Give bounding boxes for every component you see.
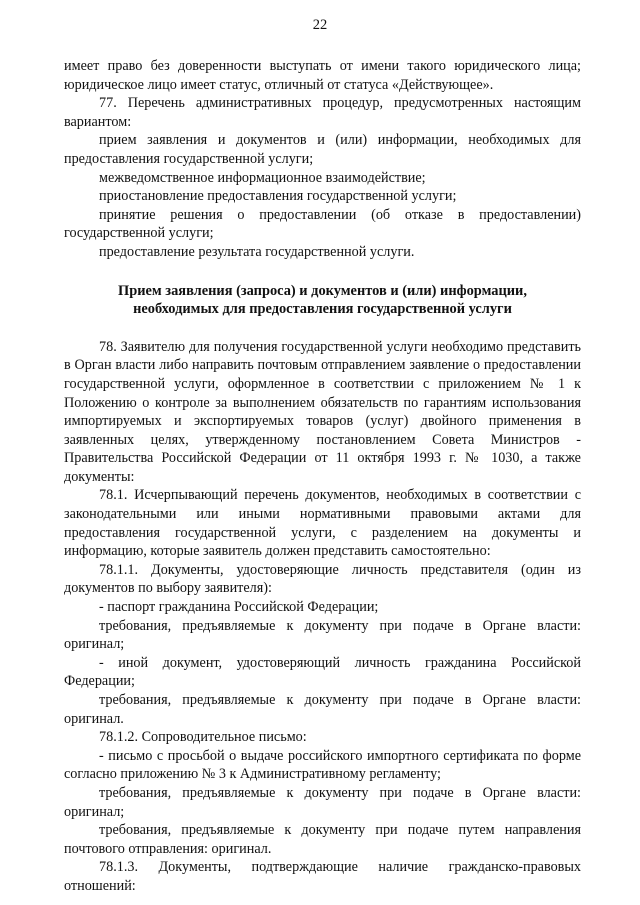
paragraph: приостановление предоставления государственной услуги;: [99, 188, 457, 205]
paragraphs-top: [64, 57, 581, 262]
paragraph: прием заявления и документов и (или) информации, необходимых для предоставления государственной услуги;: [64, 132, 581, 167]
paragraph: предоставление результата государственной услуги.: [99, 243, 415, 260]
paragraph: 78.1. Исчерпывающий перечень документов, необходимых в соответствии с законодательными или иными нормативными правовыми актами для предоставления государственной услуги, с разделением на документы и информацию, которые заявитель должен представить самостоятельно:: [64, 487, 581, 560]
section-heading: [64, 282, 581, 319]
paragraph: - иной документ, удостоверяющий личность гражданина Российской Федерации;: [64, 654, 581, 690]
paragraph: 77. Перечень административных процедур, предусмотренных настоящим вариантом:: [64, 95, 581, 130]
paragraph: 78. Заявителю для получения государственной услуги необходимо представить в Орган власти либо направить почтовым отправлением заявление о предоставлении государственной услуги, оформленное в соответствии с приложением № 1 к Положению о контроле за выполнением обязательств по гарантиям использования импортируемых и экспортируемых товаров (услуг) двойного применения в заявленных целях, утвержденному постановлением Совета Министров - Правительства Российской Федерации от 11 октября 1993 г. № 1030, а также документы:: [64, 338, 581, 485]
paragraph: требования, предъявляемые к документу при подаче в Органе власти: оригинал;: [64, 784, 581, 820]
paragraph: принятие решения о предоставлении (об отказе в предоставлении) государственной услуги;: [64, 206, 581, 242]
paragraph: - паспорт гражданина Российской Федерации;: [99, 599, 379, 616]
paragraph: 78.1.1. Документы, удостоверяющие личность представителя (один из документов по выбору заявителя):: [64, 561, 581, 597]
paragraph: 78.1.2. Сопроводительное письмо:: [99, 729, 307, 746]
paragraph: - письмо с просьбой о выдаче российского импортного сертификата по форме согласно приложению № 3 к Административному регламенту;: [64, 747, 581, 783]
document-body: [64, 57, 581, 896]
section-heading-line-1: Прием заявления (запроса) и документов и (или) информации,: [118, 282, 527, 299]
paragraph: имеет право без доверенности выступать от имени такого юридического лица; юридическое лицо имеет статус, отличный от статуса «Действующее».: [64, 58, 581, 93]
page-number: 22: [312, 17, 328, 33]
section-heading-line-2: необходимых для предоставления государственной услуги: [133, 301, 512, 318]
paragraph: 78.1.3. Документы, подтверждающие наличие гражданско-правовых отношений:: [64, 859, 581, 894]
paragraph: требования, предъявляемые к документу при подаче путем направления почтового отправления: оригинал.: [64, 822, 581, 857]
paragraphs-bottom: [64, 338, 581, 896]
paragraph: межведомственное информационное взаимодействие;: [99, 169, 426, 186]
paragraph: требования, предъявляемые к документу при подаче в Органе власти: оригинал.: [64, 692, 581, 727]
paragraph: требования, предъявляемые к документу при подаче в Органе власти: оригинал;: [64, 617, 581, 653]
